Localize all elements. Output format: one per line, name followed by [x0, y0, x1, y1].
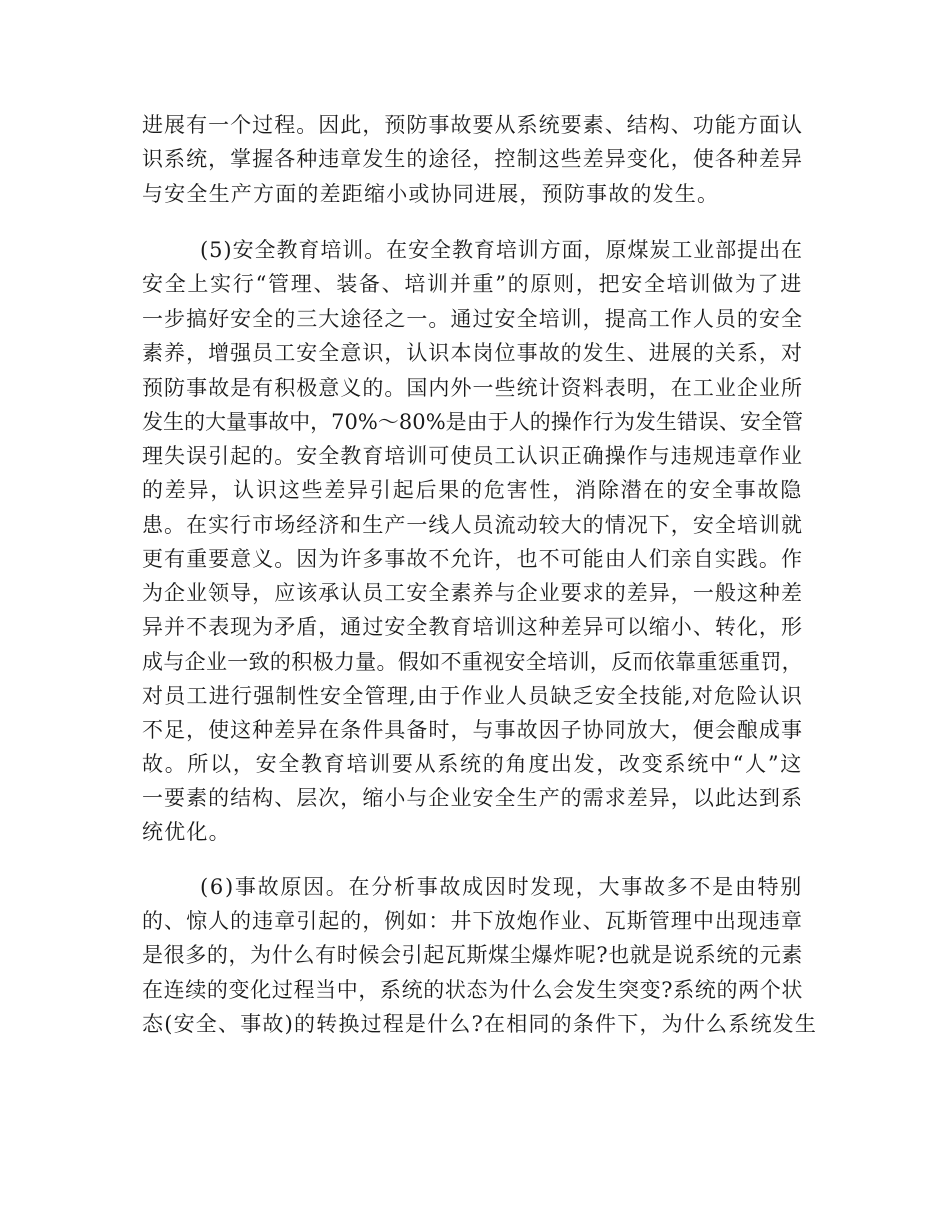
text-line: 的、惊人的违章引起的，例如：井下放炮作业、瓦斯管理中出现违章 [142, 909, 803, 933]
text-line: 成与企业一致的积极力量。假如不重视安全培训，反而依靠重惩重罚， [142, 650, 803, 674]
text-line: 理失误引起的。安全教育培训可使员工认识正确操作与违规违章作业 [142, 444, 803, 468]
text-line: 识系统，掌握各种违章发生的途径，控制这些差异变化，使各种差异 [142, 147, 803, 171]
text-line: 一要素的结构、层次，缩小与企业安全生产的需求差异，以此达到系 [142, 786, 803, 810]
text-line: 的差异，认识这些差异引起后果的危害性，消除潜在的安全事故隐 [142, 478, 803, 502]
text-line: 统优化。 [142, 820, 231, 844]
text-line: (5)安全教育培训。在安全教育培训方面，原煤炭工业部提出在 [200, 238, 803, 262]
text-line: 预防事故是有积极意义的。国内外一些统计资料表明，在工业企业所 [142, 376, 803, 400]
text-line: 发生的大量事故中，70%～80%是由于人的操作行为发生错误、安全管 [142, 410, 803, 434]
text-line: 是很多的，为什么有时候会引起瓦斯煤尘爆炸呢?也就是说系统的元素 [142, 943, 803, 967]
text-line: 患。在实行市场经济和生产一线人员流动较大的情况下，安全培训就 [142, 513, 803, 537]
text-line: 与安全生产方面的差距缩小或协同进展，预防事故的发生。 [142, 182, 720, 206]
text-line: 安全上实行“管理、装备、培训并重”的原则，把安全培训做为了进 [142, 272, 803, 296]
text-line: 异并不表现为矛盾，通过安全教育培训这种差异可以缩小、转化，形 [142, 615, 803, 639]
text-line: 态(安全、事故)的转换过程是什么?在相同的条件下，为什么系统发生 [142, 1012, 818, 1036]
text-line: 进展有一个过程。因此，预防事故要从系统要素、结构、功能方面认 [142, 113, 803, 137]
text-line: 为企业领导，应该承认员工安全素养与企业要求的差异，一般这种差 [142, 581, 803, 605]
text-line: 对员工进行强制性安全管理,由于作业人员缺乏安全技能,对危险认识 [142, 684, 803, 708]
text-line: (6)事故原因。在分析事故成因时发现，大事故多不是由特别 [200, 875, 803, 899]
text-line: 在连续的变化过程当中，系统的状态为什么会发生突变?系统的两个状 [142, 978, 803, 1002]
text-line: 素养，增强员工安全意识，认识本岗位事故的发生、进展的关系，对 [142, 341, 803, 365]
text-line: 一步搞好安全的三大途径之一。通过安全培训，提高工作人员的安全 [142, 307, 803, 331]
text-line: 不足，使这种差异在条件具备时，与事故因子协同放大，便会酿成事 [142, 718, 803, 742]
text-line: 故。所以，安全教育培训要从系统的角度出发，改变系统中“人”这 [142, 752, 803, 776]
text-line: 更有重要意义。因为许多事故不允许，也不可能由人们亲自实践。作 [142, 547, 803, 571]
